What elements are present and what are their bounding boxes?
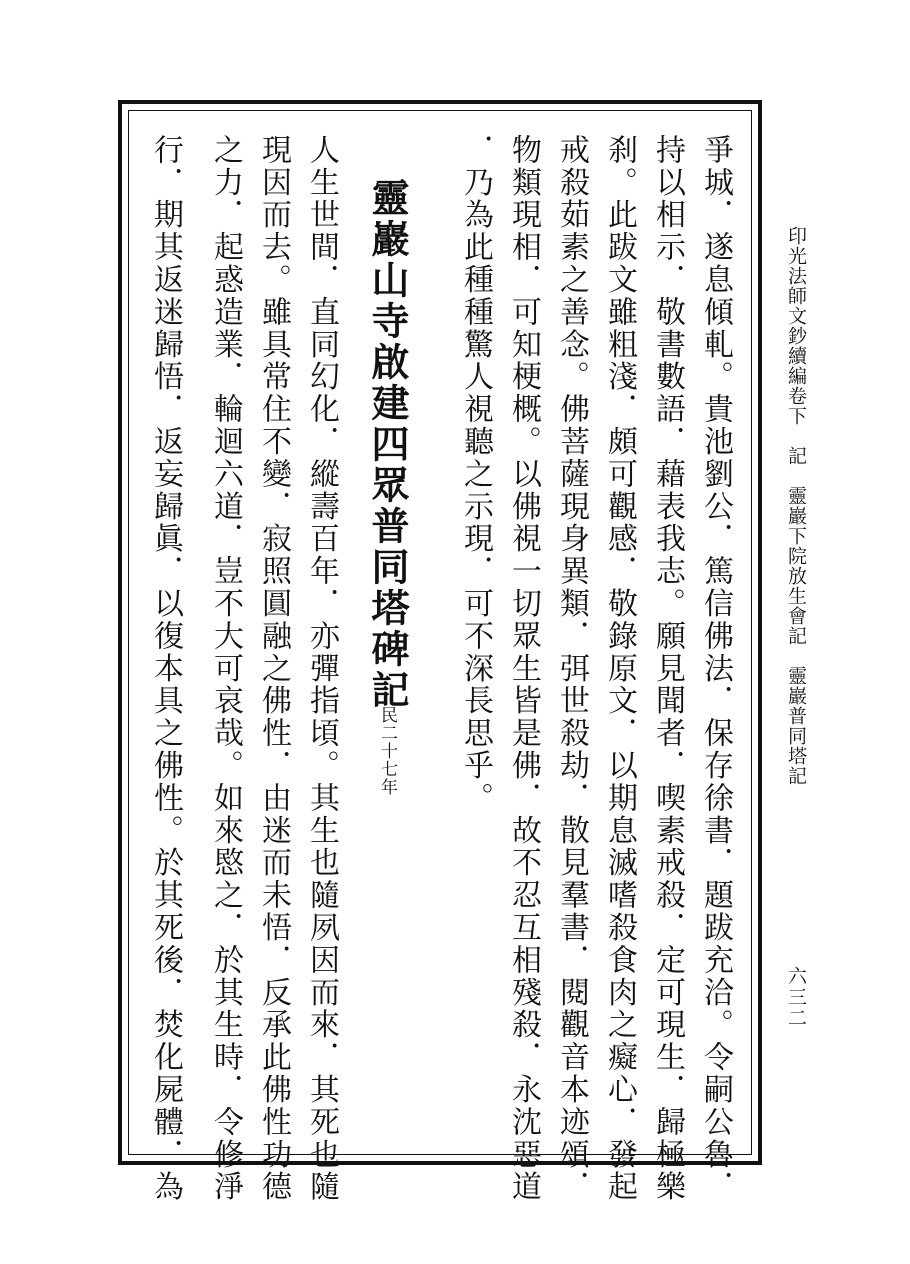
- text-line: 爭城．遂息傾軋。貴池劉公．篤信佛法．保存徐書．題跋充洽。令嗣公魯．: [698, 134, 733, 1204]
- text-line: 戒殺茹素之善念。佛菩薩現身異類．弭世殺劫．散見羣書．閱觀音本迹頌．: [554, 134, 589, 1204]
- article-line: 之力．起惑造業．輪迴六道．豈不大可哀哉。如來愍之．於其生時．令修淨: [208, 134, 243, 1204]
- text-line: 持以相示．敬書數語．藉表我志。願見聞者．喫素戒殺．定可現生．歸極樂: [650, 134, 685, 1204]
- article-title: 靈巖山寺啟建四眾普同塔碑記: [365, 178, 410, 711]
- article-line: 現因而去。雖具常住不變．寂照圓融之佛性．由迷而未悟．反承此佛性功德: [256, 134, 291, 1204]
- page-number: 六三二: [785, 966, 807, 1029]
- running-header: 印光法師文鈔續編卷下 記 靈巖下院放生會記 靈巖普同塔記: [785, 226, 807, 786]
- article-year: 民二十七年: [377, 706, 397, 796]
- text-line: ．乃為此種種驚人視聽之示現．可不深長思乎。: [458, 134, 493, 815]
- text-line: 物類現相．可知梗概。以佛視一切眾生皆是佛．故不忍互相殘殺．永沈惡道: [506, 134, 541, 1204]
- text-line: 刹。此跋文雖粗淺．頗可觀感．敬錄原文．以期息滅嗜殺食肉之癡心．發起: [602, 134, 637, 1204]
- article-line: 行．期其返迷歸悟．返妄歸眞．以復本具之佛性。於其死後．焚化屍體．為: [148, 134, 183, 1204]
- article-line: 人生世間．直同幻化．縱壽百年．亦彈指頃。其生也隨夙因而來．其死也隨: [304, 134, 339, 1204]
